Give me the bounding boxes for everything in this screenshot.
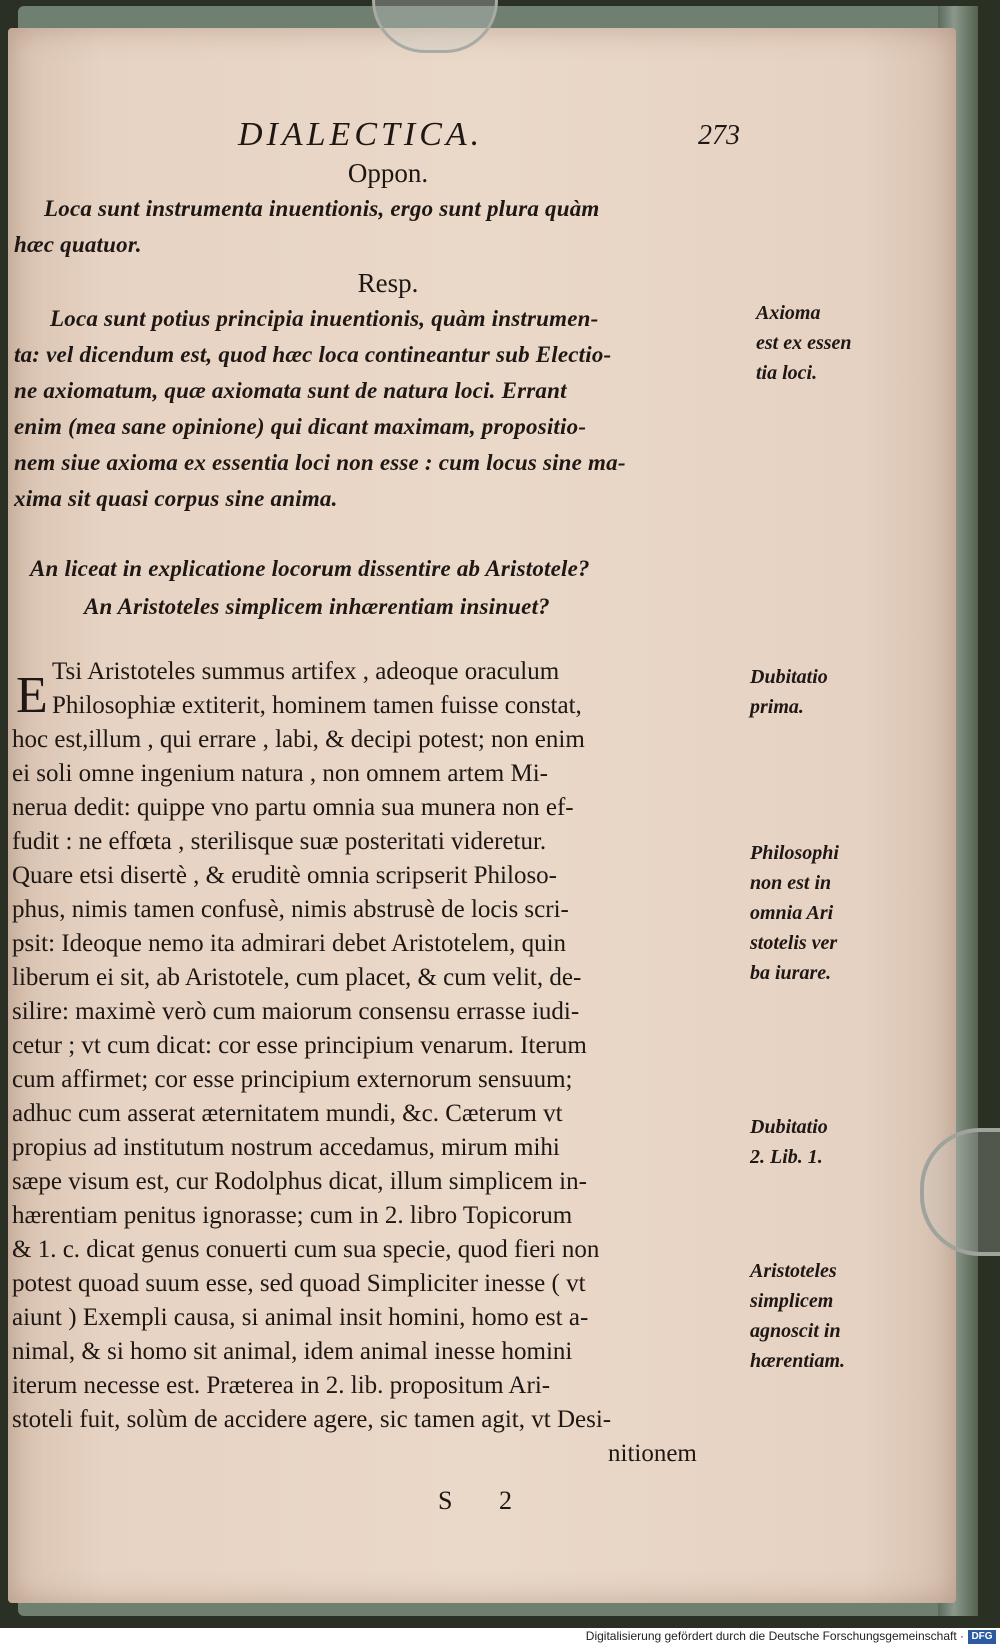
body-line: hærentiam penitus ignorasse; cum in 2. libro Topicorum: [12, 1202, 573, 1229]
question-line: An Aristoteles simplicem inhærentiam insinuet?: [84, 594, 550, 619]
body-line: nimal, & si homo sit animal, idem animal inesse homini: [12, 1338, 573, 1365]
body-line: ei soli omne ingenium natura , non omnem artem Mi-: [12, 760, 548, 787]
catchword: nitionem: [608, 1440, 697, 1467]
body-line: propius ad institutum nostrum accedamus, mirum mihi: [12, 1134, 560, 1161]
margin-note-aristoteles: Aristoteles simplicem agnoscit in hærentiam.: [750, 1260, 846, 1372]
body-line: fudit : ne effœta , sterilisque suæ posteritati videretur.: [12, 828, 547, 855]
body-line: & 1. c. dicat genus conuerti cum sua specie, quod fieri non: [12, 1236, 600, 1263]
margin-note-dubitatio-prima: Dubitatio prima.: [750, 666, 828, 718]
body-line: aiunt ) Exempli causa, si animal insit homini, homo est a-: [12, 1304, 589, 1331]
question-line: An liceat in explicatione locorum dissentire ab Aristotele?: [30, 556, 590, 581]
book-page: [8, 28, 956, 1603]
body-line: stoteli fuit, solùm de accidere agere, sic tamen agit, vt Desi-: [12, 1406, 612, 1433]
page-number: 273: [698, 120, 740, 151]
signature-mark: S 2: [438, 1486, 532, 1515]
body-line: cetur ; vt cum dicat: cor esse principium venarum. Iterum: [12, 1032, 587, 1059]
body-line: psit: Ideoque nemo ita admirari debet Aristotelem, quin: [12, 930, 567, 957]
body-line: phus, nimis tamen confusè, nimis abstrusè de locis scri-: [12, 896, 569, 923]
dfg-logo: DFG: [968, 1630, 996, 1644]
body-line: nerua dedit: quippe vno partu omnia sua munera non ef-: [12, 794, 574, 821]
body-line: potest quoad suum esse, sed quoad Simpliciter inesse ( vt: [12, 1270, 586, 1297]
running-head-title: DIALECTICA.: [238, 116, 484, 153]
resp-line: nem siue axioma ex essentia loci non esse : cum locus sine ma-: [14, 450, 626, 475]
oppon-line: hæc quatuor.: [14, 232, 142, 257]
drop-cap: E: [16, 667, 48, 724]
body-line: cum affirmet; cor esse principium externorum sensuum;: [12, 1066, 573, 1093]
body-line: iterum necesse est. Præterea in 2. lib. propositum Ari-: [12, 1372, 551, 1399]
resp-line: Loca sunt potius principia inuentionis, quàm instrumen-: [50, 306, 599, 331]
footer-credit: Digitalisierung gefördert durch die Deutsche Forschungsgemeinschaft ·: [585, 1629, 964, 1643]
body-line: Philosophiæ extiterit, hominem tamen fuisse constat,: [52, 692, 582, 719]
body-line: liberum ei sit, ab Aristotele, cum placet, & cum velit, de-: [12, 964, 582, 991]
resp-line: ne axiomatum, quæ axiomata sunt de natura loci. Errant: [14, 378, 567, 403]
body-line: adhuc cum asserat æternitatem mundi, &c. Cæterum vt: [12, 1100, 563, 1127]
margin-note-philosophi: Philosophi non est in omnia Ari stotelis ver ba iurare.: [750, 842, 839, 984]
resp-line: ta: vel dicendum est, quod hæc loca contineantur sub Electio-: [14, 342, 612, 367]
body-line: silire: maximè verò cum maiorum consensu errasse iudi-: [12, 998, 580, 1025]
body-line: Quare etsi disertè , & eruditè omnia scripserit Philoso-: [12, 862, 558, 889]
body-line: sæpe visum est, cur Rodolphus dicat, illum simplicem in-: [12, 1168, 587, 1195]
oppon-line: Loca sunt instrumenta inuentionis, ergo sunt plura quàm: [44, 196, 600, 221]
body-line: hoc est,illum , qui errare , labi, & decipi potest; non enim: [12, 726, 585, 753]
section-heading-resp: Resp.: [357, 268, 419, 298]
margin-note-dubitatio-2: Dubitatio 2. Lib. 1.: [750, 1116, 828, 1168]
body-line: Tsi Aristoteles summus artifex , adeoque oraculum: [52, 658, 560, 685]
resp-line: enim (mea sane opinione) qui dicant maximam, propositio-: [14, 414, 587, 439]
section-heading-oppon: Oppon.: [347, 158, 429, 188]
margin-note-axioma: Axioma est ex essen tia loci.: [756, 302, 852, 384]
digitization-footer: [0, 1628, 1000, 1648]
running-head: [238, 116, 740, 156]
resp-line: xima sit quasi corpus sine anima.: [14, 486, 338, 511]
